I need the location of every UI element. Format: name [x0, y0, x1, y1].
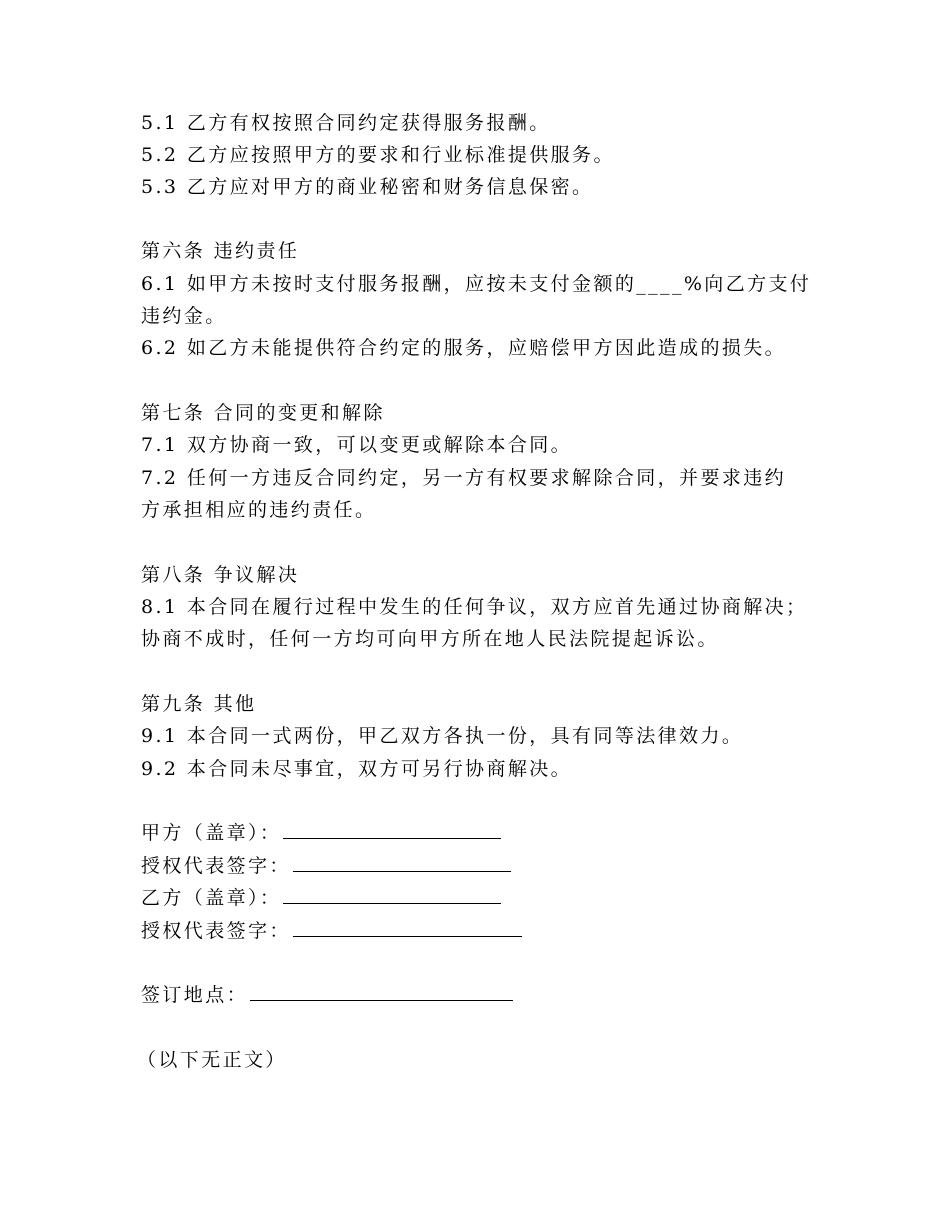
- party-b-seal-blank: [283, 886, 501, 904]
- clause-6-1-line2: 违约金。: [141, 305, 227, 327]
- party-a-seal-blank: [283, 821, 501, 839]
- party-b-rep-blank: [293, 919, 522, 937]
- clause-8-1-line1: 8.1 本合同在履行过程中发生的任何争议，双方应首先通过协商解决；: [141, 596, 808, 618]
- section-9-title: 第九条 其他: [141, 693, 257, 715]
- clause-6-2: 6.2 如乙方未能提供符合约定的服务，应赔偿甲方因此造成的损失。: [141, 337, 787, 359]
- clause-7-2-line1: 7.2 任何一方违反合同约定，另一方有权要求解除合同，并要求违约: [141, 467, 787, 489]
- party-a-rep-blank: [293, 854, 511, 872]
- party-b-rep-label: 授权代表签字：: [141, 920, 291, 942]
- clause-5-2: 5.2 乙方应按照甲方的要求和行业标准提供服务。: [141, 144, 615, 166]
- party-a-seal-row: [141, 821, 501, 845]
- party-b-seal-row: [141, 886, 501, 910]
- party-b-seal-label: 乙方（盖章）：: [141, 887, 282, 909]
- clause-5-1: 5.1 乙方有权按照合同约定获得服务报酬。: [141, 112, 551, 134]
- clause-8-1-line2: 协商不成时，任何一方均可向甲方所在地人民法院提起诉讼。: [141, 628, 719, 650]
- clause-7-1: 7.1 双方协商一致，可以变更或解除本合同。: [141, 434, 573, 456]
- clause-9-1: 9.1 本合同一式两份，甲乙双方各执一份，具有同等法律效力。: [141, 725, 744, 747]
- clause-5-3: 5.3 乙方应对甲方的商业秘密和财务信息保密。: [141, 176, 594, 198]
- party-a-rep-row: [141, 854, 511, 878]
- signing-place-row: [141, 983, 513, 1007]
- section-8-title: 第八条 争议解决: [141, 564, 300, 586]
- section-6-title: 第六条 违约责任: [141, 240, 300, 262]
- section-7-title: 第七条 合同的变更和解除: [141, 402, 385, 424]
- clause-7-2-line2: 方承担相应的违约责任。: [141, 499, 377, 521]
- signing-place-blank: [250, 983, 513, 1001]
- end-note: （以下无正文）: [137, 1049, 287, 1071]
- party-a-seal-label: 甲方（盖章）：: [141, 822, 282, 844]
- signing-place-label: 签订地点：: [141, 984, 249, 1006]
- party-a-rep-label: 授权代表签字：: [141, 855, 291, 877]
- party-b-rep-row: [141, 919, 522, 943]
- clause-6-1-line1: 6.1 如甲方未按时支付服务报酬，应按未支付金额的____%向乙方支付: [141, 273, 812, 295]
- clause-9-2: 9.2 本合同未尽事宜，双方可另行协商解决。: [141, 758, 573, 780]
